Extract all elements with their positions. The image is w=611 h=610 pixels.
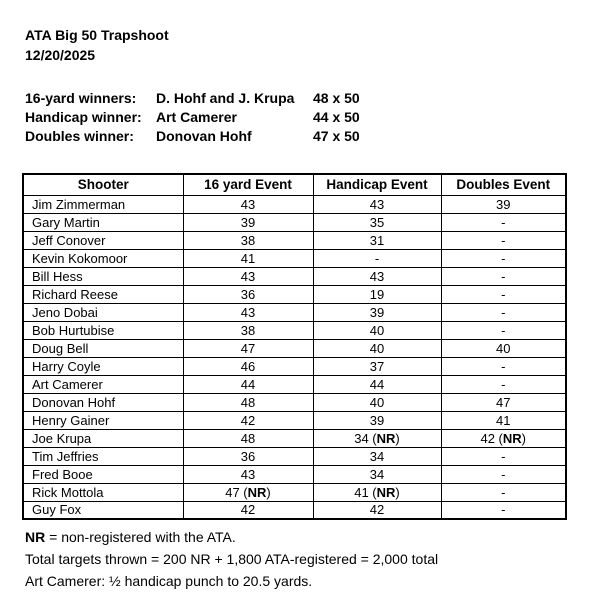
score-cell: 34 [313,447,441,465]
winner-row-doubles [25,127,611,146]
score-cell: 43 [183,465,313,483]
score-cell: 39 [313,303,441,321]
score-cell: 40 [313,393,441,411]
score-cell: - [313,249,441,267]
score-cell: - [441,483,566,501]
score-cell: - [441,267,566,285]
winner-label: Doubles winner: [25,128,134,144]
table-row [23,249,566,267]
score-cell: 42 [183,501,313,519]
shooter-name-cell: Gary Martin [23,213,183,231]
note-text: Total targets thrown = 200 NR + 1,800 ATA-registered = 2,000 total [25,551,439,567]
winner-row-16-yard [25,89,611,108]
shooter-name-cell: Kevin Kokomoor [23,249,183,267]
note-total-targets [25,548,611,570]
table-row [23,411,566,429]
score-cell: - [441,357,566,375]
table-row [23,195,566,213]
score-cell: 47 [441,393,566,411]
winner-score: 47 x 50 [313,128,360,144]
score-cell: - [441,501,566,519]
winner-score: 44 x 50 [313,109,360,125]
winner-score: 48 x 50 [313,90,360,106]
score-cell: 35 [313,213,441,231]
shooter-name-cell: Harry Coyle [23,357,183,375]
shooter-name-cell: Donovan Hohf [23,393,183,411]
score-cell: - [441,249,566,267]
score-cell: 38 [183,231,313,249]
score-cell: 36 [183,447,313,465]
winner-label: 16-yard winners: [25,90,137,106]
table-row [23,213,566,231]
shooter-name-cell: Tim Jeffries [23,447,183,465]
score-cell: - [441,321,566,339]
score-cell: 43 [183,303,313,321]
score-cell: 47 (NR) [183,483,313,501]
score-cell: 42 [313,501,441,519]
score-cell: - [441,303,566,321]
score-cell: 40 [313,339,441,357]
score-cell: 41 [441,411,566,429]
score-cell: 34 [313,465,441,483]
score-cell: 31 [313,231,441,249]
shooter-name-cell: Fred Booe [23,465,183,483]
score-cell: 40 [441,339,566,357]
score-cell: 41 (NR) [313,483,441,501]
score-cell: 37 [313,357,441,375]
shooter-name-cell: Bob Hurtubise [23,321,183,339]
score-cell: 40 [313,321,441,339]
score-cell: 43 [183,267,313,285]
score-cell: 42 [183,411,313,429]
column-header-handicap-event: Handicap Event [313,174,441,195]
score-cell: 39 [441,195,566,213]
score-cell: 38 [183,321,313,339]
score-cell: - [441,375,566,393]
score-cell: 39 [313,411,441,429]
score-cell: 43 [183,195,313,213]
table-header-row [23,174,566,195]
score-cell: - [441,213,566,231]
score-cell: 43 [313,195,441,213]
score-cell: 19 [313,285,441,303]
table-row [23,321,566,339]
table-row [23,375,566,393]
shooter-name-cell: Henry Gainer [23,411,183,429]
score-cell: 46 [183,357,313,375]
table-row [23,357,566,375]
column-header-16-yard-event: 16 yard Event [183,174,313,195]
shooter-name-cell: Rick Mottola [23,483,183,501]
table-row [23,267,566,285]
shooter-name-cell: Guy Fox [23,501,183,519]
table-row [23,429,566,447]
table-row [23,483,566,501]
score-cell: - [441,231,566,249]
score-cell: 39 [183,213,313,231]
shooter-name-cell: Jim Zimmerman [23,195,183,213]
note-text: Art Camerer: ½ handicap punch to 20.5 yards. [25,573,313,589]
winner-row-handicap [25,108,611,127]
score-cell: 48 [183,393,313,411]
shooter-name-cell: Bill Hess [23,267,183,285]
table-row [23,303,566,321]
table-row [23,285,566,303]
document-header [25,25,611,65]
winner-name: D. Hohf and J. Krupa [156,90,295,106]
score-cell: - [441,285,566,303]
shooter-name-cell: Art Camerer [23,375,183,393]
note-nr-definition [25,526,611,548]
score-cell: 42 (NR) [441,429,566,447]
score-cell: 44 [183,375,313,393]
shooter-name-cell: Doug Bell [23,339,183,357]
column-header-shooter: Shooter [23,174,183,195]
note-text: = non-registered with the ATA. [45,529,236,545]
score-cell: 47 [183,339,313,357]
winner-name: Donovan Hohf [156,128,252,144]
note-handicap-punch [25,570,611,592]
event-date: 12/20/2025 [25,47,96,63]
table-row [23,447,566,465]
shooter-name-cell: Joe Krupa [23,429,183,447]
shooter-name-cell: Jeff Conover [23,231,183,249]
score-cell: 34 (NR) [313,429,441,447]
table-row [23,465,566,483]
winner-name: Art Camerer [156,109,237,125]
page-title: ATA Big 50 Trapshoot [25,27,169,43]
table-row [23,501,566,519]
score-cell: 44 [313,375,441,393]
score-cell: 36 [183,285,313,303]
table-body [23,195,566,519]
note-bold-prefix: NR [25,529,46,545]
table-row [23,393,566,411]
score-cell: 43 [313,267,441,285]
shooter-name-cell: Richard Reese [23,285,183,303]
score-cell: - [441,465,566,483]
winner-label: Handicap winner: [25,109,142,125]
score-cell: 48 [183,429,313,447]
score-cell: - [441,447,566,465]
table-header [23,174,566,195]
column-header-doubles-event: Doubles Event [441,174,566,195]
table-row [23,339,566,357]
winners-summary [25,89,611,146]
score-cell: 41 [183,249,313,267]
shooter-name-cell: Jeno Dobai [23,303,183,321]
footnotes [25,526,611,592]
table-row [23,231,566,249]
scores-table [22,173,567,520]
